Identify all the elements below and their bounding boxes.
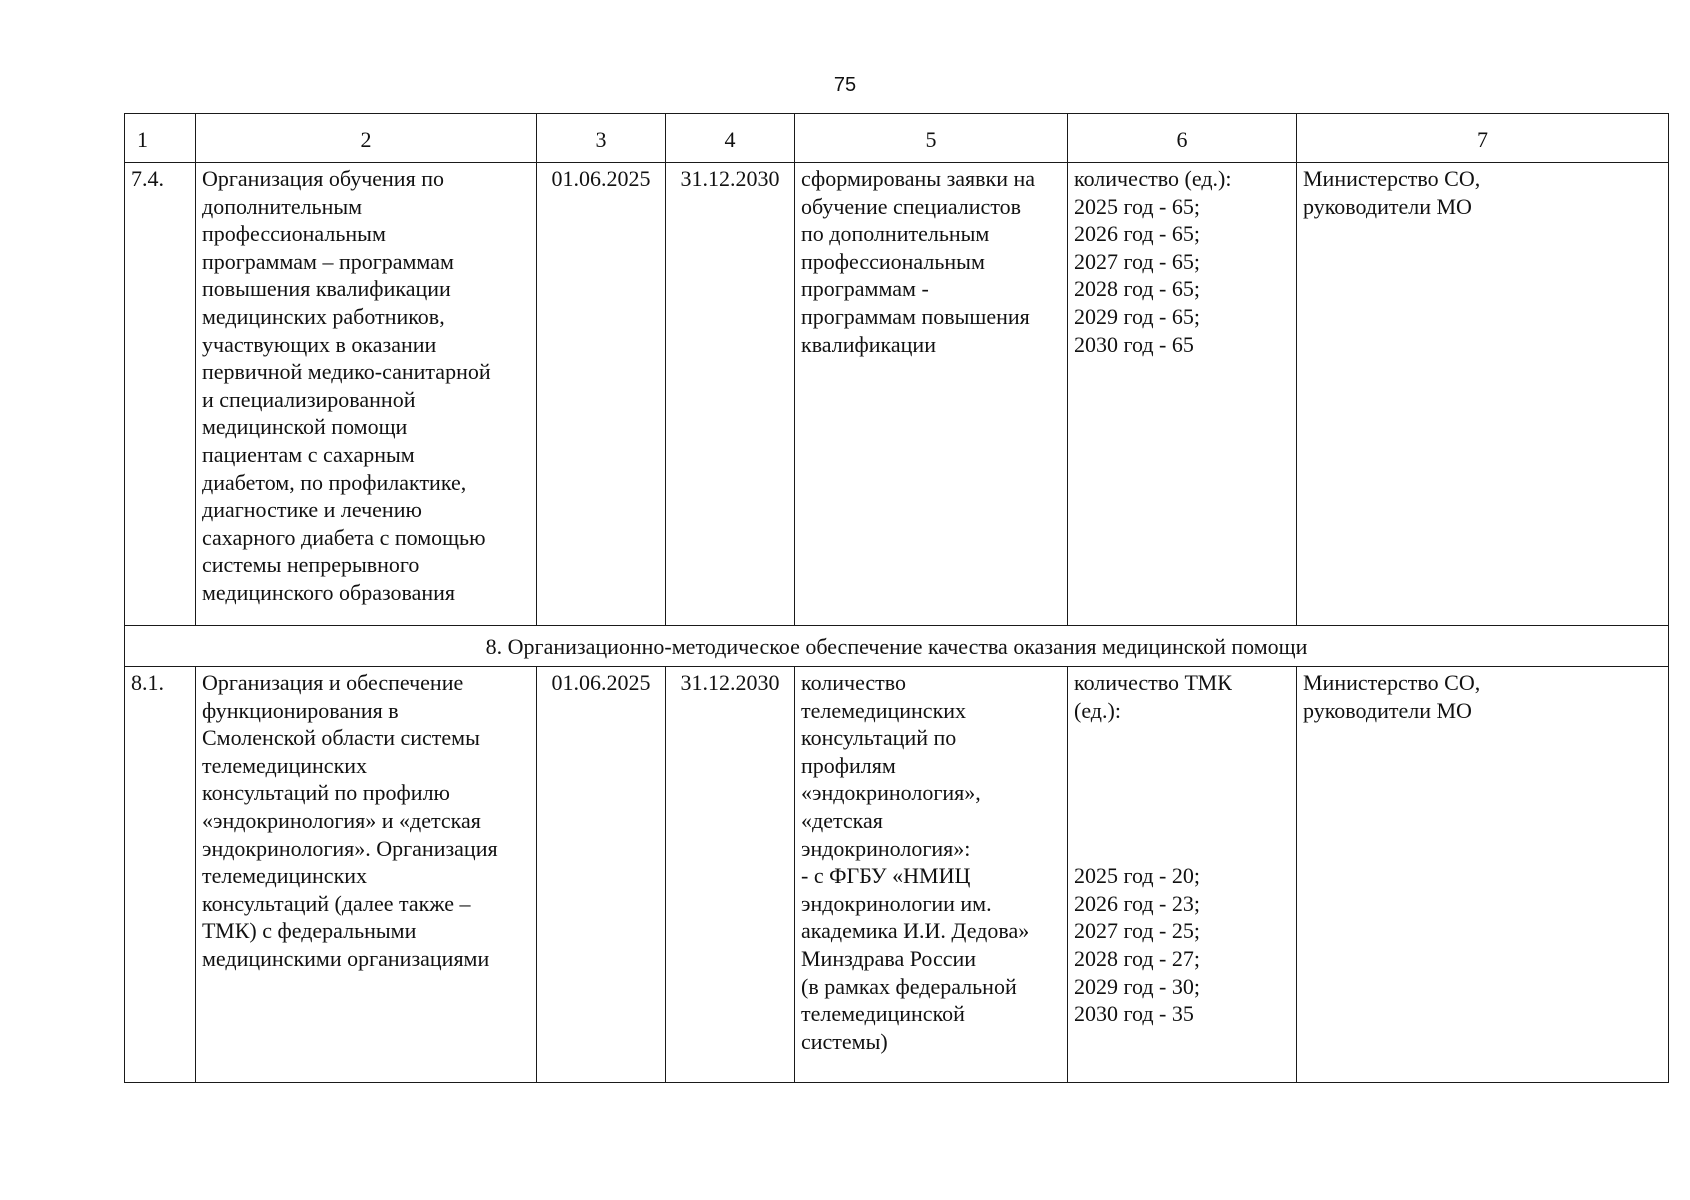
item-number: 8.1. <box>125 667 196 1083</box>
indicator-values: количество ТМК (ед.): 2025 год - 20; 2026 год - 23; 2027 год - 25; 2028 год - 27; 2029 год - 30; 2030 год - 35 <box>1068 667 1297 1083</box>
page-number: 75 <box>833 74 857 96</box>
item-number: 7.4. <box>125 163 196 626</box>
header-col-7: 7 <box>1297 114 1669 163</box>
header-col-6: 6 <box>1068 114 1297 163</box>
expected-result: сформированы заявки на обучение специалистов по дополнительным профессиональным программам - программам повышения квалификации <box>795 163 1068 626</box>
activity-description: Организация обучения по дополнительным профессиональным программам – программам повышения квалификации медицинских работников, участвующих в оказании первичной медико-санитарной и специализированной медицинской помощи пациентам с сахарным диабетом, по профилактике, диагностике и лечению сахарного диабета с помощью системы непрерывного медицинского образования <box>196 163 537 626</box>
header-col-1: 1 <box>125 114 196 163</box>
table-row <box>125 163 1669 626</box>
plan-table <box>124 113 1669 1083</box>
section-title: 8. Организационно-методическое обеспечение качества оказания медицинской помощи <box>125 626 1669 667</box>
section-row <box>125 626 1669 667</box>
start-date: 01.06.2025 <box>537 163 666 626</box>
header-row <box>125 114 1669 163</box>
table-row <box>125 667 1669 1083</box>
expected-result: количество телемедицинских консультаций по профилям «эндокринология», «детская эндокринология»: - с ФГБУ «НМИЦ эндокринологии им. академика И.И. Дедова» Минздрава России (в рамках федеральной телемедицинской системы) <box>795 667 1068 1083</box>
indicator-values: количество (ед.): 2025 год - 65; 2026 год - 65; 2027 год - 65; 2028 год - 65; 2029 год - 65; 2030 год - 65 <box>1068 163 1297 626</box>
end-date: 31.12.2030 <box>666 667 795 1083</box>
header-col-5: 5 <box>795 114 1068 163</box>
header-col-3: 3 <box>537 114 666 163</box>
activity-description: Организация и обеспечение функционирования в Смоленской области системы телемедицинских консультаций по профилю «эндокринология» и «детская эндокринология». Организация телемедицинских консультаций (далее также – ТМК) с федеральными медицинскими организациями <box>196 667 537 1083</box>
end-date: 31.12.2030 <box>666 163 795 626</box>
header-col-4: 4 <box>666 114 795 163</box>
responsible-party: Министерство СО, руководители МО <box>1297 667 1669 1083</box>
start-date: 01.06.2025 <box>537 667 666 1083</box>
header-col-2: 2 <box>196 114 537 163</box>
responsible-party: Министерство СО, руководители МО <box>1297 163 1669 626</box>
